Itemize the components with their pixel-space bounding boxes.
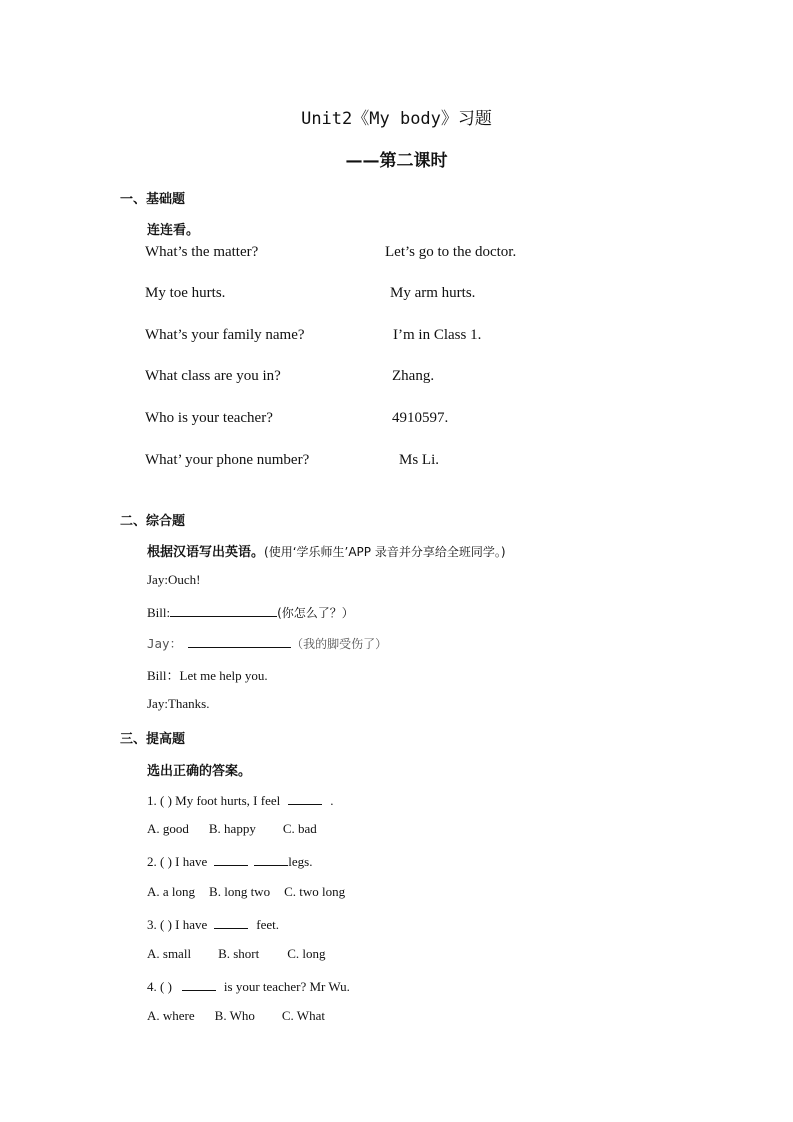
option: A. good <box>147 821 189 836</box>
question-1 <box>147 791 333 809</box>
option: B. long two <box>209 884 271 899</box>
match-right-item: Ms Li. <box>399 452 440 468</box>
option: B. short <box>218 946 260 961</box>
option: C. two long <box>284 884 346 899</box>
option: A. small <box>147 946 192 961</box>
question-4 <box>147 977 350 995</box>
dialog-hint: (你怎么了？） <box>277 606 354 620</box>
question-3 <box>147 915 279 933</box>
section2-instruction-note: (使用‘学乐师生’APP 录音并分享给全班同学。) <box>264 545 506 559</box>
answer-blank[interactable] <box>214 915 248 929</box>
dialog-line-3 <box>147 634 387 652</box>
answer-blank[interactable] <box>254 852 288 866</box>
section2-instruction <box>147 541 506 560</box>
option: A. where <box>147 1008 195 1023</box>
match-left-item: My toe hurts. <box>145 285 226 301</box>
answer-blank[interactable] <box>182 977 216 991</box>
dialog-line-4: Bill：Let me help you. <box>147 668 268 683</box>
section1-heading: 一、基础题 <box>120 192 186 207</box>
answer-blank[interactable] <box>214 852 248 866</box>
option: B. happy <box>208 821 256 836</box>
dialog-hint: （我的脚受伤了） <box>291 637 388 651</box>
page-title: Unit2《My body》习题 <box>301 109 492 129</box>
answer-blank[interactable] <box>188 634 291 648</box>
question-text: 1. ( ) My foot hurts, I feel <box>147 793 281 808</box>
question-4-options <box>147 1008 325 1024</box>
dialog-line-5: Jay:Thanks. <box>147 696 210 711</box>
section2-heading: 二、综合题 <box>120 514 186 529</box>
answer-blank[interactable] <box>170 603 277 617</box>
question-text: 4. ( ) <box>147 979 172 994</box>
dialog-speaker: Bill: <box>147 605 171 620</box>
question-2-options <box>147 884 345 900</box>
match-left-item: What’s the matter? <box>145 244 259 260</box>
match-left-item: What’ your phone number? <box>145 452 310 468</box>
match-right-item: I’m in Class 1. <box>393 327 482 343</box>
question-suffix: . <box>330 793 334 808</box>
question-2 <box>147 852 312 870</box>
section3-heading: 三、提高题 <box>120 732 186 747</box>
section1-instruction: 连连看。 <box>147 223 200 238</box>
question-suffix: is your teacher? Mr Wu. <box>223 979 350 994</box>
dialog-line-1: Jay:Ouch! <box>147 572 201 587</box>
match-right-item: Zhang. <box>392 368 435 384</box>
question-suffix: legs. <box>288 854 313 869</box>
option: A. a long <box>147 884 196 899</box>
match-right-item: My arm hurts. <box>390 285 476 301</box>
option: C. long <box>287 946 326 961</box>
option: B. Who <box>214 1008 255 1023</box>
question-1-options <box>147 821 317 837</box>
match-right-item: Let’s go to the doctor. <box>385 244 517 260</box>
dialog-line-2 <box>147 603 354 621</box>
page-subtitle: ——第二课时 <box>345 151 448 171</box>
section2-instruction-text: 根据汉语写出英语。 <box>147 545 265 560</box>
dialog-speaker: Jay： <box>147 636 183 651</box>
option: C. bad <box>282 821 317 836</box>
match-right-item: 4910597. <box>392 410 449 426</box>
match-left-item: What class are you in? <box>145 368 281 384</box>
question-suffix: feet. <box>256 917 280 932</box>
match-left-item: Who is your teacher? <box>145 410 273 426</box>
question-3-options <box>147 946 326 962</box>
question-text: 3. ( ) I have <box>147 917 208 932</box>
match-left-item: What’s your family name? <box>145 327 305 343</box>
option: C. What <box>281 1008 325 1023</box>
section3-instruction: 选出正确的答案。 <box>147 764 252 779</box>
answer-blank[interactable] <box>288 791 322 805</box>
question-text: 2. ( ) I have <box>147 854 208 869</box>
